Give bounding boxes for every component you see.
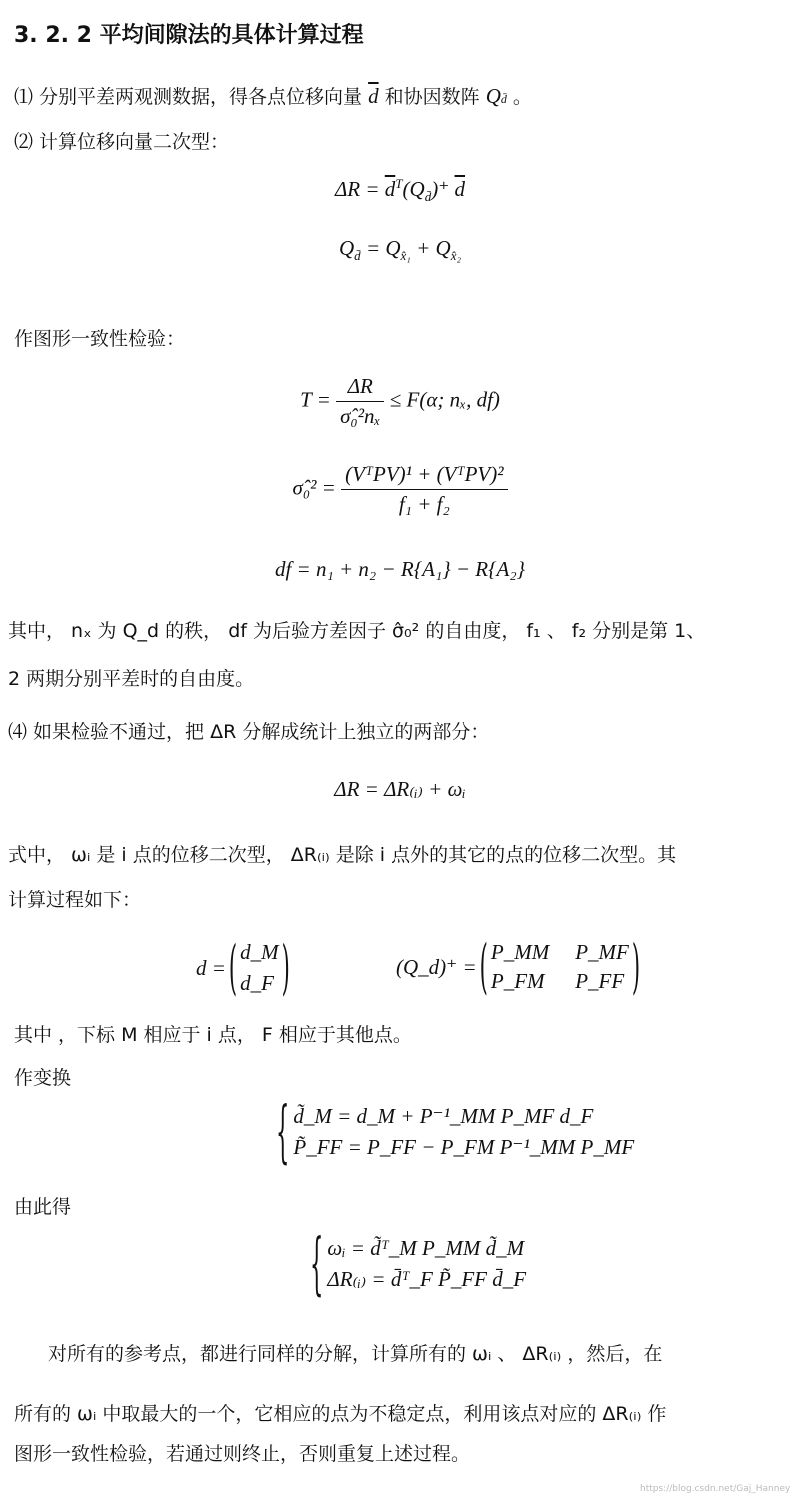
equation-p-matrix: (Q_d)⁺ = ( P_MM P_MF P_FM P_FF ): [396, 933, 641, 1001]
equation-delta-r: $\Delta R = \overline{d}^T(Q_{d̄})^+$ $\overline{d}$: [334, 176, 466, 205]
step-4: ⑷ 如果检验不通过，把 ΔR 分解成统计上独立的两部分：: [8, 721, 490, 743]
equation-t-test: T = $\frac{\Delta R}{\text{σ̂₀²nₓ}}$ ≤ F(α; nₓ, df): [300, 374, 500, 428]
step-1-text: ⑴ 分别平差两观测数据，得各点位移向量: [14, 86, 363, 108]
paragraph-line-1: 对所有的参考点，都进行同样的分解，计算所有的 ωᵢ 、 ΔR₍ᵢ₎ ，然后，在: [48, 1343, 663, 1365]
equation-transform: { d̃_M = d_M + P⁻¹_MM P_MF d_F P̃_FF = P_FF − P_FM P⁻¹_MM P_MF: [276, 1093, 635, 1171]
step-3: 作图形一致性检验：: [14, 328, 186, 350]
equation-decomposition: ΔR = ΔR₍ᵢ₎ + ωᵢ: [334, 777, 466, 801]
step-1-matrix: Q: [485, 84, 501, 108]
section-title: 3. 2. 2 平均间隙法的具体计算过程: [14, 23, 364, 48]
equation-q-sum: $Q_{d̄} = Q_{x̂_1} + Q_{x̂_2}$: [339, 236, 461, 264]
equation-df: df = n₁ + n₂ − R{A₁} − R{A₂}: [274, 557, 526, 581]
step-1: ⑴ 分别平差两观测数据，得各点位移向量 $\overline{d}$ 和协因数阵 Qd̄ 。: [14, 84, 532, 108]
step-2: ⑵ 计算位移向量二次型：: [14, 131, 230, 153]
step-1-end: 。: [512, 86, 532, 108]
transform-label: 作变换: [14, 1067, 72, 1089]
hence-label: 由此得: [14, 1196, 72, 1218]
equation-sigma: σ̂₀² = $\frac{\text{(VᵀPV)¹ + (VᵀPV)²}}{\text{f₁ + f₂}}$: [0, 462, 800, 517]
note-1-line-1: 其中， nₓ 为 Q_d 的秩， df 为后验方差因子 σ̂₀² 的自由度， f₁ 、 f₂ 分别是第 1、: [8, 620, 706, 642]
note-2-line-2: 计算过程如下：: [8, 889, 142, 911]
paragraph-line-3: 图形一致性检验，若通过则终止，否则重复上述过程。: [14, 1443, 471, 1465]
equation-d-vector: d = ( d_M d_F ): [196, 934, 290, 1002]
note-3: 其中 ，下标 M 相应于 i 点， F 相应于其他点。: [14, 1024, 412, 1046]
step-1-vector: $\overline{d}$: [368, 84, 379, 108]
note-1-line-2: 2 两期分别平差时的自由度。: [8, 668, 255, 690]
step-1-mid: 和协因数阵: [384, 86, 480, 108]
equation-result: { ωᵢ = d̃ᵀ_M P_MM d̃_M ΔR₍ᵢ₎ = d̄ᵀ_F P̃_FF d̄_F: [310, 1225, 527, 1303]
note-2-line-1: 式中， ωᵢ 是 i 点的位移二次型， ΔR₍ᵢ₎ 是除 i 点外的其它的点的位移二次型。其: [8, 844, 677, 866]
paragraph-line-2: 所有的 ωᵢ 中取最大的一个，它相应的点为不稳定点，利用该点对应的 ΔR₍ᵢ₎ 作: [14, 1403, 667, 1425]
watermark: https://blog.csdn.net/Gaj_Hanney: [640, 1484, 791, 1494]
